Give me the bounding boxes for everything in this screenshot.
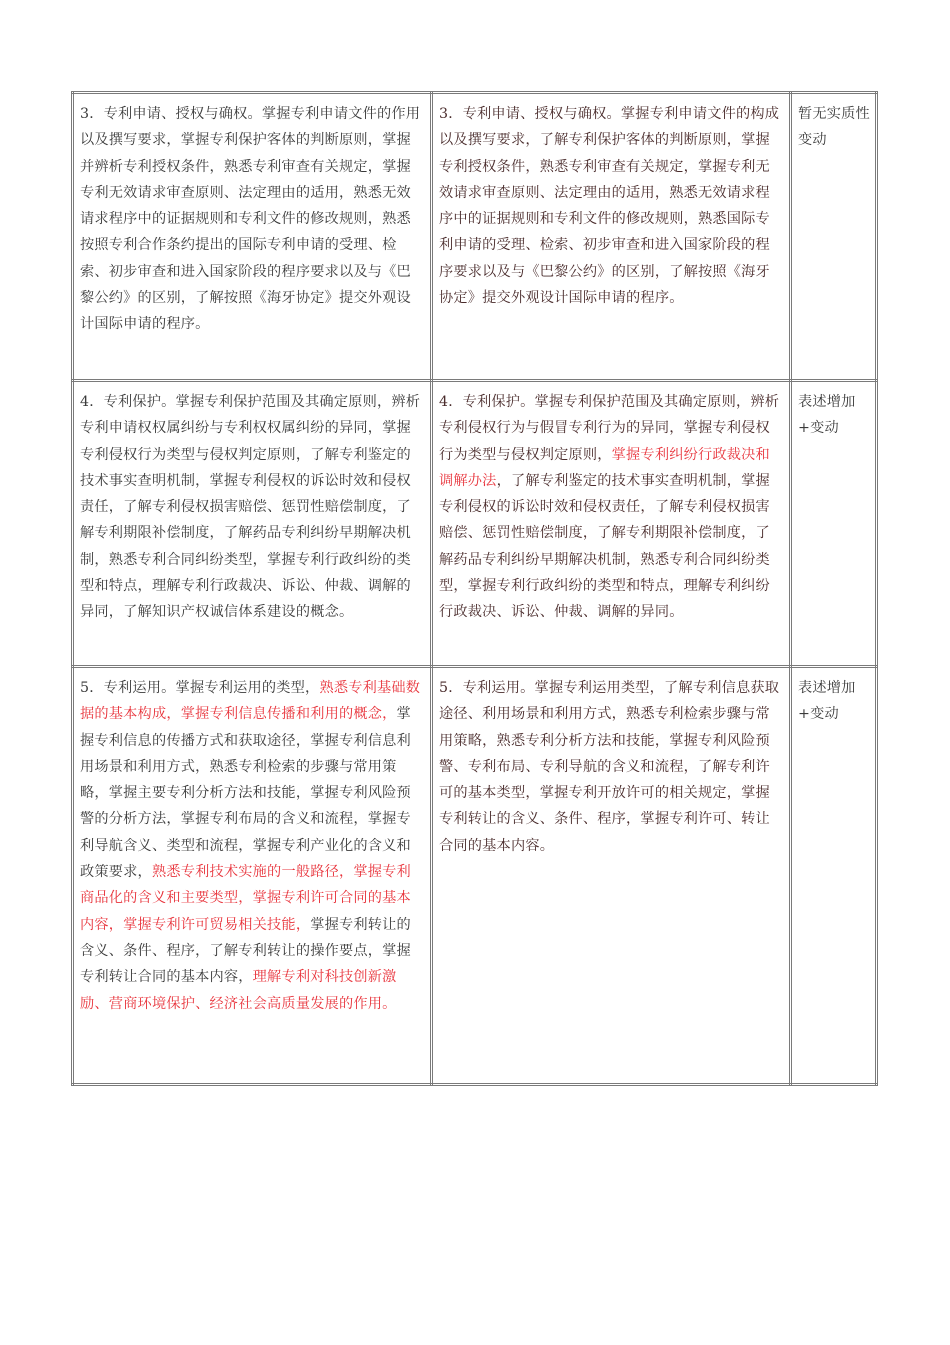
body-text: 5．专利运用。掌握专利运用的类型，	[80, 680, 320, 696]
old-syllabus-cell	[73, 667, 432, 1085]
body-text: 4．专利保护。掌握专利保护范围及其确定原则，辨析专利侵权行为与假冒专利行为的异同，掌握专利侵权行为类型与侵权判定原则，	[439, 394, 780, 463]
highlighted-text: 理解专利对科技创新激励、营商环境保护、经济社会高质量发展的作用。	[80, 969, 397, 1012]
highlighted-text: 熟悉专利基础数据的基本构成，掌握专利信息传播和利用的概念，	[80, 680, 421, 723]
new-syllabus-cell	[432, 667, 791, 1085]
body-text: 掌握专利信息的传播方式和获取途径，掌握专利信息利用场景和利用方式，熟悉专利检索的步骤与常用策略，掌握主要专利分析方法和技能，掌握专利风险预警的分析方法，掌握专利布局的含义和流程，掌握专利导航含义、类型和流程，掌握专利产业化的含义和政策要求，	[80, 706, 411, 881]
highlighted-text: 熟悉专利技术实施的一般路径，掌握专利商品化的含义和主要类型，掌握专利许可合同的基本内容，掌握专利许可贸易相关技能，	[80, 864, 411, 933]
change-note-cell	[791, 667, 877, 1085]
highlighted-text: 掌握专利纠纷行政裁决和调解办法	[439, 446, 770, 489]
old-syllabus-cell	[73, 381, 432, 667]
change-note-cell	[791, 381, 877, 667]
syllabus-comparison-table	[71, 91, 878, 1086]
body-text: 3．专利申请、授权与确权。掌握专利申请文件的构成以及撰写要求，了解专利保护客体的判断原则，掌握专利授权条件，熟悉专利审查有关规定，掌握专利无效请求审查原则、法定理由的适用，熟悉无效请求程序中的证据规则和专利文件的修改规则，熟悉国际专利申请的受理、检索、初步审查和进入国家阶段的程序要求以及与《巴黎公约》的区别，了解按照《海牙协定》提交外观设计国际申请的程序。	[439, 106, 780, 307]
body-text: ，了解专利鉴定的技术事实查明机制，掌握专利侵权的诉讼时效和侵权责任，了解专利侵权损害赔偿、惩罚性赔偿制度，了解专利期限补偿制度，了解药品专利纠纷早期解决机制，熟悉专利合同纠纷类型，掌握专利行政纠纷的类型和特点，理解专利纠纷行政裁决、诉讼、仲裁、调解的异同。	[439, 472, 770, 621]
change-note: 表述增加+变动	[798, 394, 856, 437]
old-syllabus-cell	[73, 93, 432, 381]
body-text: 4．专利保护。掌握专利保护范围及其确定原则，辨析专利申请权权属纠纷与专利权权属纠纷的异同，掌握专利侵权行为类型与侵权判定原则，了解专利鉴定的技术事实查明机制，掌握专利侵权的诉讼时效和侵权责任，了解专利侵权损害赔偿、惩罚性赔偿制度，了解专利期限补偿制度，了解药品专利纠纷早期解决机制，熟悉专利合同纠纷类型，掌握专利行政纠纷的类型和特点，理解专利行政裁决、诉讼、仲裁、调解的异同，了解知识产权诚信体系建设的概念。	[80, 394, 421, 621]
change-note: 表述增加+变动	[798, 680, 856, 723]
body-text: 掌握专利转让的含义、条件、程序，了解专利转让的操作要点，掌握专利转让合同的基本内容，	[80, 916, 411, 986]
body-text: 5．专利运用。掌握专利运用类型，了解专利信息获取途径、利用场景和利用方式，熟悉专利检索步骤与常用策略，熟悉专利分析方法和技能，掌握专利风险预警、专利布局、专利导航的含义和流程，了解专利许可的基本类型，掌握专利开放许可的相关规定，掌握专利转让的含义、条件、程序，掌握专利许可、转让合同的基本内容。	[439, 680, 780, 854]
new-syllabus-cell	[432, 93, 791, 381]
body-text: 3．专利申请、授权与确权。掌握专利申请文件的作用以及撰写要求，掌握专利保护客体的判断原则，掌握并辨析专利授权条件，熟悉专利审查有关规定，掌握专利无效请求审查原则、法定理由的适用，熟悉无效请求程序中的证据规则和专利文件的修改规则，熟悉按照专利合作条约提出的国际专利申请的受理、检索、初步审查和进入国家阶段的程序要求以及与《巴黎公约》的区别，了解按照《海牙协定》提交外观设计国际申请的程序。	[80, 106, 421, 333]
table-row	[73, 667, 877, 1085]
table-row	[73, 93, 877, 381]
table-row	[73, 381, 877, 667]
new-syllabus-cell	[432, 381, 791, 667]
change-note-cell	[791, 93, 877, 381]
change-note: 暂无实质性变动	[798, 106, 870, 149]
